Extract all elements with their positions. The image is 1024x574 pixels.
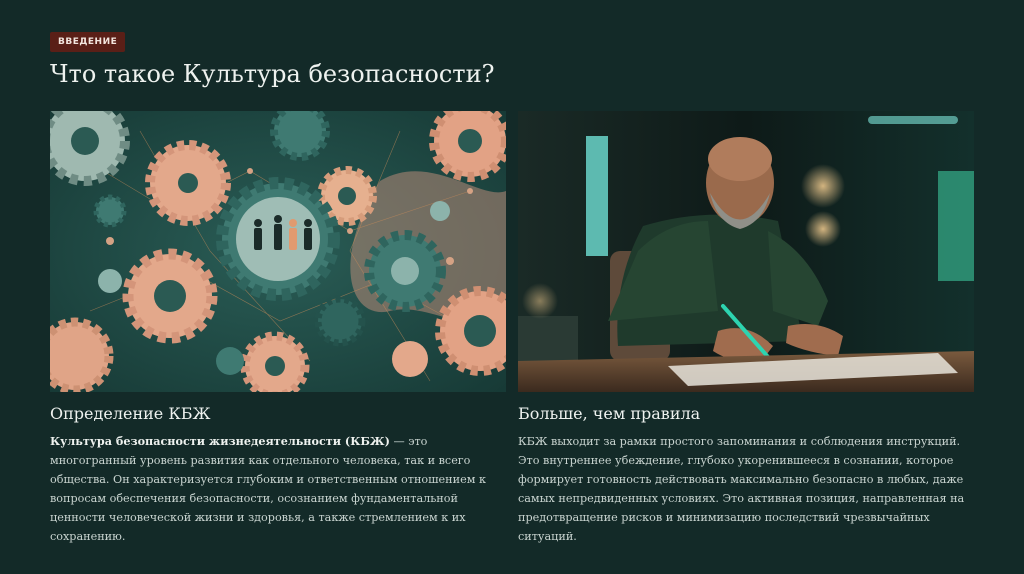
page-title: Что такое Культура безопасности? (50, 60, 495, 88)
definition-term: Культура безопасности жизнедеятельности (КБЖ) (50, 434, 390, 448)
more-than-rules-heading: Больше, чем правила (518, 404, 701, 423)
gears-illustration (50, 111, 506, 392)
man-at-desk-photo (518, 111, 974, 392)
definition-heading: Определение КБЖ (50, 404, 211, 423)
more-than-rules-text: КБЖ выходит за рамки простого запоминания и соблюдения инструкций. Это внутреннее убеждение, глубоко укоренившееся в сознании, которое формирует готовность действовать максимально безопасно в любых, даже самых непредвиденных условиях. Это активная позиция, направленная на предотвращение рисков и минимизацию последствий чрезвычайных ситуаций. (518, 435, 965, 543)
definition-body: — это многогранный уровень развития как отдельного человека, так и всего общества. Он характеризуется глубоким и ответственным отношением к вопросам обеспечения безопасности, осознанием фундаментальной ценности человеческой жизни и здоровья, а также стремлением к их сохранению. (50, 435, 486, 543)
section-badge: ВВЕДЕНИЕ (50, 32, 125, 52)
definition-text (50, 432, 506, 546)
